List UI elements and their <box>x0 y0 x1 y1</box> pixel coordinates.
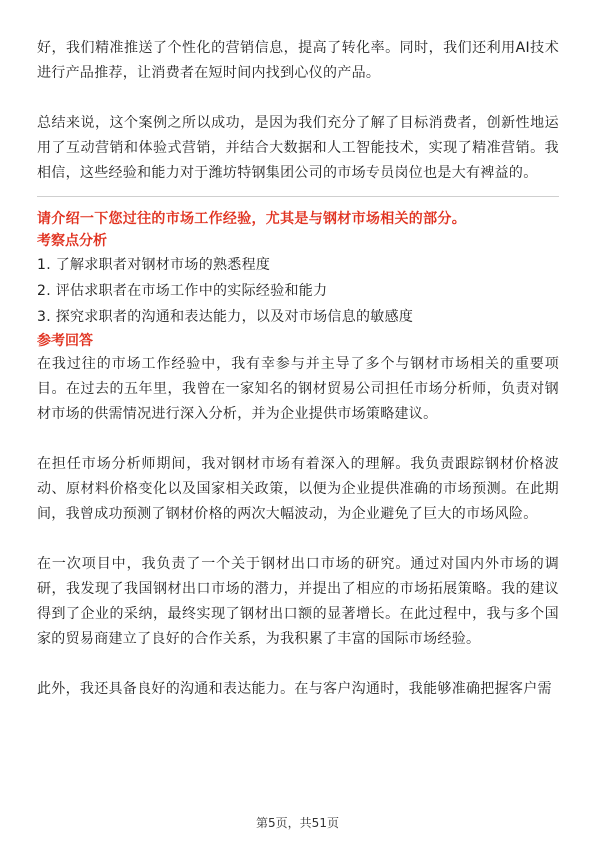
paragraph-gap <box>37 86 559 111</box>
document-page <box>37 36 559 702</box>
analysis-item: 3. 探究求职者的沟通和表达能力，以及对市场信息的敏感度 <box>37 309 414 325</box>
answer-label: 参考回答 <box>37 333 93 349</box>
paragraph: 好，我们精准推送了个性化的营销信息，提高了转化率。同时，我们还利用AI技术进行产品推荐，让消费者在短时间内找到心仪的产品。 <box>37 40 559 81</box>
paragraph-gap <box>37 652 559 677</box>
analysis-label: 考察点分析 <box>37 233 107 249</box>
page-number: 第5页，共51页 <box>256 816 339 830</box>
answer-paragraph: 在一次项目中，我负责了一个关于钢材出口市场的研究。通过对国内外市场的调研，我发现了我国钢材出口市场的潜力，并提出了相应的市场拓展策略。我的建议得到了企业的采纳，最终实现了钢材出口额的显著增长。在此过程中，我与多个国家的贸易商建立了良好的合作关系，为我积累了丰富的国际市场经验。 <box>37 556 559 647</box>
analysis-item: 1. 了解求职者对钢材市场的熟悉程度 <box>37 257 271 273</box>
answer-paragraph: 此外，我还具备良好的沟通和表达能力。在与客户沟通时，我能够准确把握客户需 <box>37 681 552 697</box>
paragraph-gap <box>37 427 559 452</box>
analysis-item: 2. 评估求职者在市场工作中的实际经验和能力 <box>37 283 328 299</box>
question-heading: 请介绍一下您过往的市场工作经验，尤其是与钢材市场相关的部分。 <box>37 211 466 227</box>
section-divider <box>37 196 559 197</box>
paragraph-gap <box>37 527 559 552</box>
paragraph: 总结来说，这个案例之所以成功，是因为我们充分了解了目标消费者，创新性地运用了互动营销和体验式营销，并结合大数据和人工智能技术，实现了精准营销。我相信，这些经验和能力对于潍坊特钢集团公司的市场专员岗位也是大有裨益的。 <box>37 115 559 181</box>
answer-paragraph: 在我过往的市场工作经验中，我有幸参与并主导了多个与钢材市场相关的重要项目。在过去的五年里，我曾在一家知名的钢材贸易公司担任市场分析师，负责对钢材市场的供需情况进行深入分析，并为企业提供市场策略建议。 <box>37 356 559 422</box>
answer-paragraph: 在担任市场分析师期间，我对钢材市场有着深入的理解。我负责跟踪钢材价格波动、原材料价格变化以及国家相关政策，以便为企业提供准确的市场预测。在此期间，我曾成功预测了钢材价格的两次大幅波动，为企业避免了巨大的市场风险。 <box>37 456 559 522</box>
